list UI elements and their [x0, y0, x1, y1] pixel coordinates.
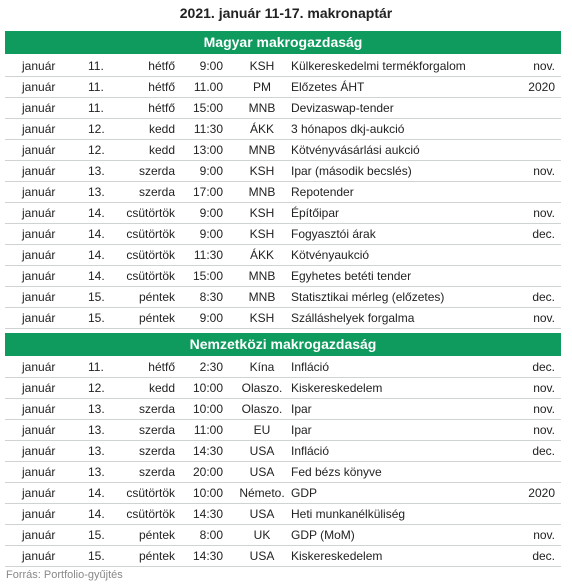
event-name: Fed bézs könyve [291, 465, 382, 479]
event-weekday: péntek [138, 311, 175, 325]
event-name: Ipar (második becslés) [291, 164, 412, 178]
event-weekday: szerda [138, 423, 175, 437]
event-month: január [22, 164, 56, 178]
event-source: USA [249, 444, 275, 458]
event-source: USA [249, 549, 275, 563]
event-name: Devizaswap-tender [291, 101, 394, 115]
event-month: január [22, 80, 56, 94]
event-month: január [22, 360, 56, 374]
event-reference-period: 2020 [528, 486, 555, 500]
event-month: január [22, 101, 56, 115]
event-time: 9:00 [199, 164, 223, 178]
event-time: 11:30 [193, 122, 223, 136]
event-day: 12. [88, 122, 105, 136]
table-row [5, 462, 561, 483]
event-name: Külkereskedelmi termékforgalom [291, 59, 466, 73]
event-month: január [22, 185, 56, 199]
event-weekday: csütörtök [126, 269, 175, 283]
event-weekday: hétfő [148, 101, 175, 115]
event-name: Kiskereskedelem [291, 549, 383, 563]
event-name: Szálláshelyek forgalma [291, 311, 415, 325]
event-name: GDP (MoM) [291, 528, 355, 542]
event-time: 14:30 [192, 444, 223, 458]
event-weekday: szerda [138, 444, 175, 458]
section-header-international: Nemzetközi makrogazdaság [5, 333, 561, 356]
event-day: 14. [88, 227, 105, 241]
event-month: január [22, 269, 56, 283]
event-source: Olaszo. [241, 381, 283, 395]
table-row [5, 483, 561, 504]
table-row [5, 203, 561, 224]
event-month: január [22, 59, 56, 73]
event-reference-period: dec. [532, 444, 555, 458]
event-month: január [22, 423, 56, 437]
event-month: január [22, 143, 56, 157]
event-source: MNB [248, 101, 276, 115]
event-source: Németo. [239, 486, 285, 500]
source-note: Forrás: Portfolio-gyűjtés [6, 569, 123, 581]
table-row [5, 224, 561, 245]
event-day: 11. [88, 59, 104, 73]
event-name: GDP [291, 486, 318, 500]
event-time: 10:00 [192, 486, 223, 500]
event-month: január [22, 549, 56, 563]
event-name: Kötvényaukció [291, 248, 370, 262]
event-name: Fogyasztói árak [291, 227, 376, 241]
event-time: 2:30 [199, 360, 223, 374]
event-name: Heti munkanélküliség [291, 507, 406, 521]
event-time: 13:00 [192, 143, 223, 157]
event-name: Infláció [291, 360, 330, 374]
event-weekday: péntek [138, 549, 175, 563]
event-source: UK [253, 528, 271, 542]
event-time: 11:00 [193, 423, 223, 437]
event-weekday: csütörtök [126, 206, 175, 220]
event-name: Ipar [291, 423, 312, 437]
event-time: 17:00 [192, 185, 223, 199]
event-time: 10:00 [192, 381, 223, 395]
event-time: 14:30 [192, 507, 223, 521]
event-weekday: szerda [138, 164, 175, 178]
event-reference-period: dec. [532, 549, 555, 563]
table-row [5, 357, 561, 378]
event-day: 14. [88, 486, 105, 500]
event-name: Kötvényvásárlási aukció [291, 143, 420, 157]
event-month: január [22, 528, 56, 542]
event-weekday: csütörtök [126, 486, 175, 500]
table-row [5, 266, 561, 287]
event-day: 13. [88, 423, 105, 437]
event-month: január [22, 507, 56, 521]
section-header-hungarian: Magyar makrogazdaság [5, 31, 561, 54]
event-day: 12. [88, 381, 105, 395]
table-row [5, 245, 561, 266]
event-reference-period: nov. [533, 164, 555, 178]
event-reference-period: nov. [533, 206, 555, 220]
event-source: KSH [249, 311, 275, 325]
event-day: 13. [88, 444, 105, 458]
event-day: 11. [88, 101, 104, 115]
event-day: 14. [88, 248, 105, 262]
table-row [5, 182, 561, 203]
table-row [5, 140, 561, 161]
hungarian-events-table [5, 56, 561, 329]
event-day: 15. [88, 290, 105, 304]
event-time: 9:00 [199, 227, 223, 241]
event-source: Kína [249, 360, 275, 374]
table-row [5, 546, 561, 567]
event-reference-period: dec. [532, 360, 555, 374]
event-reference-period: nov. [533, 381, 555, 395]
event-month: január [22, 248, 56, 262]
table-row [5, 399, 561, 420]
table-row [5, 98, 561, 119]
event-source: Olaszo. [241, 402, 283, 416]
event-weekday: csütörtök [126, 248, 175, 262]
event-time: 15:00 [192, 101, 223, 115]
event-weekday: szerda [138, 402, 175, 416]
event-reference-period: nov. [533, 528, 555, 542]
event-weekday: szerda [138, 185, 175, 199]
event-reference-period: nov. [533, 311, 555, 325]
event-time: 9:00 [199, 59, 223, 73]
event-day: 14. [88, 269, 105, 283]
event-source: MNB [248, 143, 276, 157]
event-source: PM [253, 80, 271, 94]
event-day: 14. [88, 507, 105, 521]
table-row [5, 287, 561, 308]
table-row [5, 504, 561, 525]
table-row [5, 119, 561, 140]
event-time: 10:00 [192, 402, 223, 416]
event-reference-period: nov. [533, 402, 555, 416]
event-day: 13. [88, 465, 105, 479]
event-time: 8:30 [199, 290, 223, 304]
event-time: 8:00 [199, 528, 223, 542]
event-name: 3 hónapos dkj-aukció [291, 122, 405, 136]
event-weekday: péntek [138, 290, 175, 304]
event-month: január [22, 444, 56, 458]
event-weekday: csütörtök [126, 227, 175, 241]
event-day: 15. [88, 549, 105, 563]
event-day: 12. [88, 143, 105, 157]
table-row [5, 77, 561, 98]
event-name: Infláció [291, 444, 330, 458]
event-month: január [22, 465, 56, 479]
event-source: KSH [249, 227, 275, 241]
page-title: 2021. január 11-17. makronaptár [179, 5, 393, 21]
event-name: Építőipar [291, 206, 340, 220]
event-reference-period: 2020 [528, 80, 555, 94]
event-weekday: péntek [138, 528, 175, 542]
event-source: MNB [248, 185, 276, 199]
event-weekday: hétfő [148, 360, 175, 374]
event-month: január [22, 381, 56, 395]
table-row [5, 525, 561, 546]
event-time: 15:00 [192, 269, 223, 283]
event-time: 20:00 [192, 465, 223, 479]
event-source: MNB [248, 290, 276, 304]
event-weekday: hétfő [148, 59, 175, 73]
event-weekday: kedd [148, 143, 175, 157]
event-source: ÁKK [249, 248, 274, 262]
table-row [5, 420, 561, 441]
event-day: 13. [88, 402, 105, 416]
table-row [5, 56, 561, 77]
event-month: január [22, 486, 56, 500]
event-name: Egyhetes betéti tender [291, 269, 412, 283]
table-row [5, 441, 561, 462]
table-row [5, 161, 561, 182]
table-row [5, 308, 561, 329]
event-source: USA [249, 465, 275, 479]
event-source: KSH [249, 59, 275, 73]
event-time: 9:00 [199, 206, 223, 220]
event-time: 11.00 [193, 80, 223, 94]
event-name: Repotender [291, 185, 354, 199]
event-month: január [22, 122, 56, 136]
event-reference-period: dec. [532, 227, 555, 241]
event-reference-period: nov. [533, 59, 555, 73]
event-day: 11. [88, 80, 104, 94]
event-source: MNB [248, 269, 276, 283]
event-day: 11. [88, 360, 104, 374]
event-source: EU [253, 423, 271, 437]
event-name: Ipar [291, 402, 312, 416]
event-day: 15. [88, 311, 105, 325]
event-day: 15. [88, 528, 105, 542]
event-month: január [22, 311, 56, 325]
event-weekday: csütörtök [126, 507, 175, 521]
event-source: KSH [249, 206, 275, 220]
event-reference-period: dec. [532, 290, 555, 304]
event-time: 9:00 [199, 311, 223, 325]
event-name: Statisztikai mérleg (előzetes) [291, 290, 445, 304]
event-time: 11:30 [193, 248, 223, 262]
event-source: ÁKK [249, 122, 274, 136]
event-month: január [22, 206, 56, 220]
event-reference-period: nov. [533, 423, 555, 437]
event-weekday: kedd [148, 381, 175, 395]
international-events-table [5, 357, 561, 567]
event-weekday: hétfő [148, 80, 175, 94]
event-month: január [22, 290, 56, 304]
event-weekday: kedd [148, 122, 175, 136]
event-month: január [22, 227, 56, 241]
event-day: 14. [88, 206, 105, 220]
event-weekday: szerda [138, 465, 175, 479]
event-time: 14:30 [192, 549, 223, 563]
event-month: január [22, 402, 56, 416]
event-name: Kiskereskedelem [291, 381, 383, 395]
event-name: Előzetes ÁHT [291, 80, 365, 94]
event-source: KSH [249, 164, 275, 178]
table-row [5, 378, 561, 399]
event-source: USA [249, 507, 275, 521]
event-day: 13. [88, 185, 105, 199]
event-day: 13. [88, 164, 105, 178]
